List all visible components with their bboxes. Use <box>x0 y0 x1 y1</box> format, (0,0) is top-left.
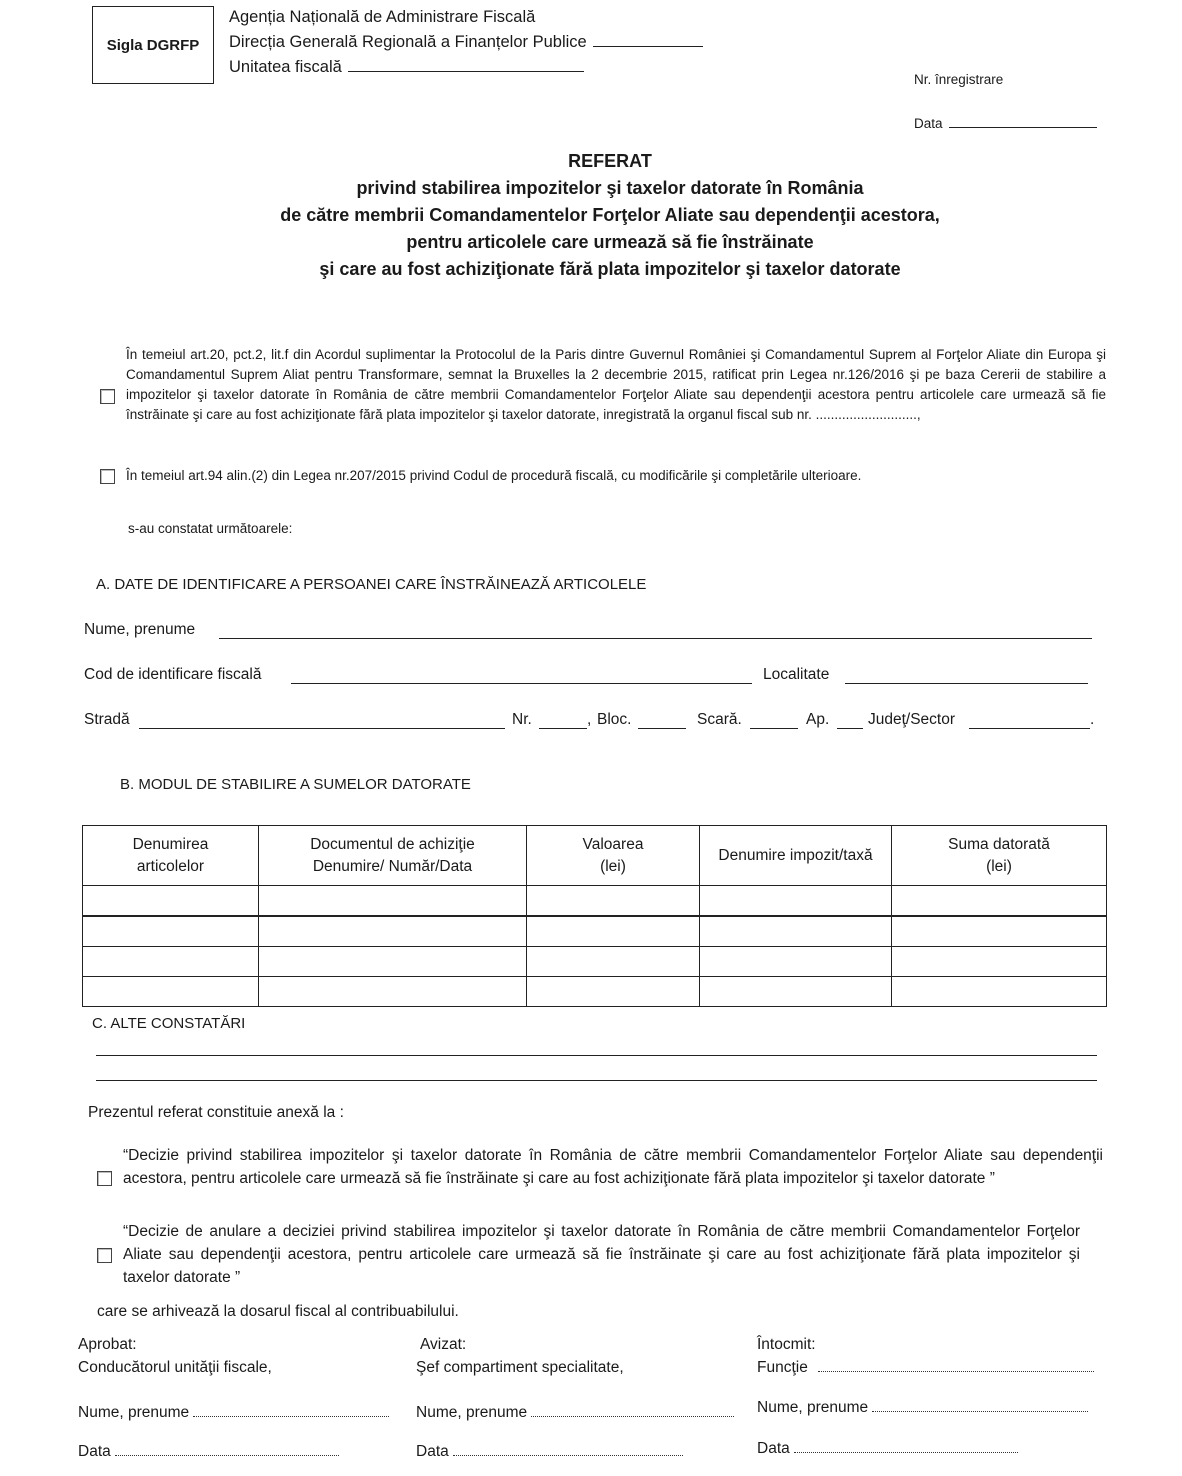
city-input-line[interactable] <box>845 683 1088 684</box>
column-header-purchase-document: Documentul de achiziţie Denumire/ Număr/Data <box>259 826 527 886</box>
number-input-line[interactable] <box>539 728 587 729</box>
table-header-row <box>83 826 1107 886</box>
table-row <box>83 947 1107 977</box>
name-label: Nume, prenume <box>84 621 196 638</box>
drafted-name-field: Nume, prenume <box>757 1399 1088 1417</box>
header-date: Data <box>914 113 1097 131</box>
drafted-role-field: Funcţie <box>757 1359 1094 1377</box>
block-input-line[interactable] <box>638 728 686 729</box>
apartment-input-line[interactable] <box>837 728 863 729</box>
county-label: Judeţ/Sector <box>868 711 956 728</box>
approved-date-field: Data <box>78 1443 339 1461</box>
approved-role: Conducătorul unităţii fiscale, <box>78 1359 272 1376</box>
legal-basis-checkbox-1[interactable] <box>100 389 115 404</box>
street-label: Stradă <box>84 711 130 728</box>
annex-option-1-checkbox[interactable] <box>97 1171 112 1186</box>
table-row <box>83 977 1107 1007</box>
annex-intro: Prezentul referat constituie anexă la : <box>88 1104 344 1121</box>
legal-basis-paragraph-2: În temeiul art.94 alin.(2) din Legea nr.207/2015 privind Codul de procedură fiscală, cu modificările şi completările ulterioare. <box>126 468 862 483</box>
logo-placeholder: Sigla DGRFP <box>92 6 214 84</box>
annex-option-1-text: “Decizie privind stabilirea impozitelor şi taxelor datorate în România de către membrii Comandamentelor Forţelor Aliate sau dependenţii acestora, pentru articolele care urmează să fie înstrăinate şi care au fost achiziţionate fără plata impozitelor şi taxelor datorate ” <box>123 1147 1103 1187</box>
agency-name: Agenția Națională de Administrare Fiscală <box>229 8 536 26</box>
number-label: Nr. <box>512 711 532 728</box>
county-input-line[interactable] <box>969 728 1090 729</box>
fiscal-unit: Unitatea fiscală <box>229 55 584 80</box>
other-findings-line-2[interactable] <box>96 1080 1097 1081</box>
section-a-title: A. DATE DE IDENTIFICARE A PERSOANEI CARE ÎNSTRĂINEAZĂ ARTICOLELE <box>96 576 647 593</box>
directorate-name: Direcția Generală Regională a Finanțelor Publice <box>229 30 703 55</box>
column-header-amount-due: Suma datorată (lei) <box>892 826 1107 886</box>
city-label: Localitate <box>763 666 830 683</box>
drafted-label: Întocmit: <box>757 1336 816 1353</box>
archive-note: care se arhivează la dosarul fiscal al contribuabilului. <box>97 1303 459 1320</box>
annex-option-2-text: “Decizie de anulare a deciziei privind stabilirea impozitelor şi taxelor datorate în România de către membrii Comandamentelor Forţelor Aliate sau dependenţii acestora, pentru articolele care urmează să fie înstrăinate şi care au fost achiziţionate fără plata impozitelor şi taxelor datorate ” <box>123 1223 1080 1286</box>
findings-intro: s-au constatat următoarele: <box>128 521 293 536</box>
number-separator: , <box>587 711 592 728</box>
approved-name-field: Nume, prenume <box>78 1404 389 1422</box>
apartment-label: Ap. <box>806 711 830 728</box>
table-row <box>83 886 1107 917</box>
staircase-input-line[interactable] <box>750 728 798 729</box>
endorsed-label: Avizat: <box>420 1336 467 1353</box>
county-end-period: . <box>1090 711 1095 728</box>
fiscal-code-input-line[interactable] <box>291 683 752 684</box>
staircase-label: Scară. <box>697 711 742 728</box>
registration-number-label: Nr. înregistrare <box>914 72 1004 87</box>
legal-basis-paragraph-1: În temeiul art.20, pct.2, lit.f din Acordul suplimentar la Protocolul de la Paris dintre Guvernul României şi Comandamentul Suprem al Forţelor Aliate din Europa şi Comandamentul Suprem Aliat pentru Transformare, semnat la Bruxelles la 2 decembrie 2015, ratificat prin Legea nr.126/2016 şi pe baza Cererii de stabilire a impozitelor şi taxelor datorate în România de către membrii Comandamentelor Forţelor Aliate sau dependenţii acestora pentru articolele care urmează să fie înstrăinate şi care au fost achiziţionate fără plata impozitelor şi taxelor datorate, inregistrată la organul fiscal sub nr. ..........................., <box>126 347 1106 422</box>
other-findings-line-1[interactable] <box>96 1055 1097 1056</box>
amounts-table <box>82 825 1107 1007</box>
section-c-title: C. ALTE CONSTATĂRI <box>92 1015 246 1032</box>
column-header-tax-name: Denumire impozit/taxă <box>700 826 892 886</box>
section-b-title: B. MODUL DE STABILIRE A SUMELOR DATORATE <box>120 776 471 793</box>
annex-option-2-checkbox[interactable] <box>97 1248 112 1263</box>
endorsed-date-field: Data <box>416 1443 683 1461</box>
table-row <box>83 916 1107 947</box>
column-header-item-name: Denumirea articolelor <box>83 826 259 886</box>
street-input-line[interactable] <box>139 728 505 729</box>
fiscal-code-label: Cod de identificare fiscală <box>84 666 262 683</box>
drafted-date-field: Data <box>757 1440 1018 1458</box>
legal-basis-checkbox-2[interactable] <box>100 469 115 484</box>
block-label: Bloc. <box>597 711 632 728</box>
approved-label: Aprobat: <box>78 1336 137 1353</box>
name-input-line[interactable] <box>219 638 1092 639</box>
column-header-value: Valoarea (lei) <box>527 826 700 886</box>
endorsed-role: Şef compartiment specialitate, <box>416 1359 624 1376</box>
endorsed-name-field: Nume, prenume <box>416 1404 734 1422</box>
document-title: REFERAT privind stabilirea impozitelor şi taxelor datorate în România de către membrii Comandamentelor Forţelor Aliate sau dependenţii acestora, pentru articolele care urmează să fie înstrăinate şi care au fost achiziţionate fără plata impozitelor şi taxelor datorate <box>280 151 940 279</box>
